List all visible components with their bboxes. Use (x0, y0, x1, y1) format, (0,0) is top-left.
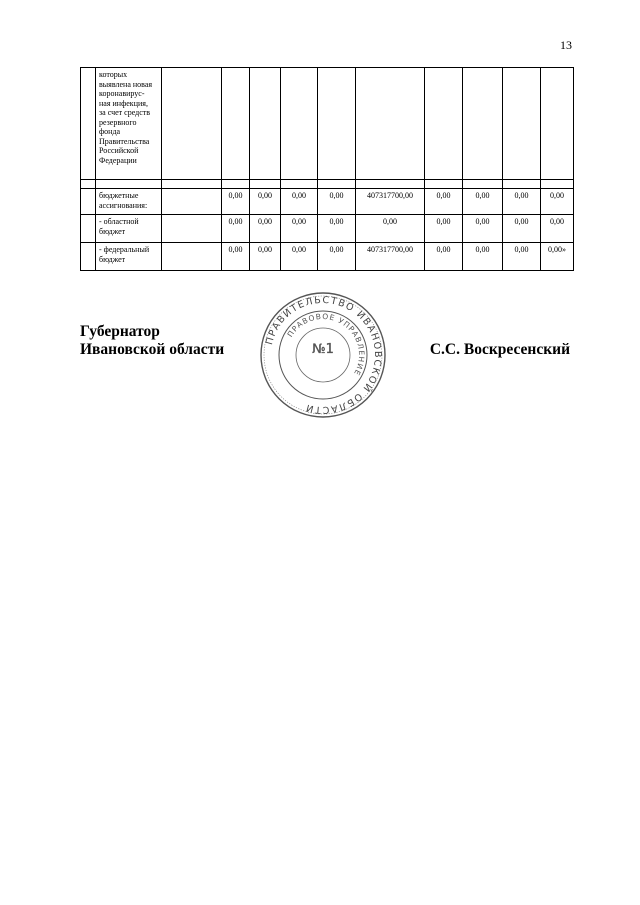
value-cell: 0,00 (463, 215, 503, 243)
value-cell: 0,00 (541, 215, 574, 243)
value-cell: 0,00 (503, 215, 541, 243)
row-label: - федеральный бюджет (96, 243, 162, 271)
value-cell: 0,00 (250, 243, 281, 271)
signatory-title (80, 323, 224, 359)
value-cell: 0,00 (250, 189, 281, 215)
value-cell: 0,00 (503, 189, 541, 215)
value-cell: 407317700,00 (356, 243, 425, 271)
value-cell: 0,00 (318, 243, 356, 271)
budget-table (80, 67, 574, 271)
value-cell: 0,00 (222, 215, 250, 243)
value-cell: 407317700,00 (356, 189, 425, 215)
value-cell: 0,00 (425, 215, 463, 243)
value-cell: 0,00 (318, 189, 356, 215)
value-cell: 0,00 (222, 189, 250, 215)
table-row (81, 189, 574, 215)
table-row (81, 68, 574, 180)
table-cell (281, 68, 318, 180)
table-cell (541, 68, 574, 180)
table-spacer-row (81, 180, 574, 189)
value-cell: 0,00 (281, 215, 318, 243)
table-cell (162, 68, 222, 180)
value-cell: 0,00 (463, 243, 503, 271)
value-cell: 0,00 (250, 215, 281, 243)
value-cell: 0,00 (318, 215, 356, 243)
value-cell: 0,00 (222, 243, 250, 271)
signatory-title-line1: Губернатор (80, 323, 160, 340)
table-cell (162, 189, 222, 215)
row-label: бюджетные ассигнования: (96, 189, 162, 215)
row-label: - областной бюджет (96, 215, 162, 243)
value-cell: 0,00 (281, 189, 318, 215)
table-cell (222, 68, 250, 180)
table-cell (463, 68, 503, 180)
value-cell: 0,00 (425, 189, 463, 215)
value-cell: 0,00 (463, 189, 503, 215)
table-cell (356, 68, 425, 180)
value-cell: 0,00» (541, 243, 574, 271)
table-cell (81, 68, 96, 180)
table-cell (425, 68, 463, 180)
table-cell (162, 215, 222, 243)
value-cell: 0,00 (356, 215, 425, 243)
table-cell (162, 243, 222, 271)
seal-inner-text: ПРАВОВОЕ УПРАВЛЕНИЕ (285, 311, 367, 378)
table-cell (250, 68, 281, 180)
table-cell (503, 68, 541, 180)
row-label: которых выявлена новая коронавирус- ная инфекция, за счет средств резервного фонда Правительства Российской Федерации (96, 68, 162, 180)
value-cell: 0,00 (503, 243, 541, 271)
table-cell (318, 68, 356, 180)
signatory-name: С.С. Воскресенский (429, 341, 570, 358)
table-cell (81, 215, 96, 243)
seal-outer-text: ПРАВИТЕЛЬСТВО ИВАНОВСКОЙ ОБЛАСТИ (264, 294, 384, 416)
value-cell: 0,00 (541, 189, 574, 215)
table-cell (81, 189, 96, 215)
value-cell: 0,00 (281, 243, 318, 271)
signatory-title-line2: Ивановской области (80, 341, 225, 358)
official-seal-stamp (258, 290, 388, 420)
page-number: 13 (560, 38, 572, 52)
table-row (81, 215, 574, 243)
value-cell: 0,00 (425, 243, 463, 271)
table-row (81, 243, 574, 271)
table-cell (81, 243, 96, 271)
seal-center-number: №1 (312, 342, 334, 357)
